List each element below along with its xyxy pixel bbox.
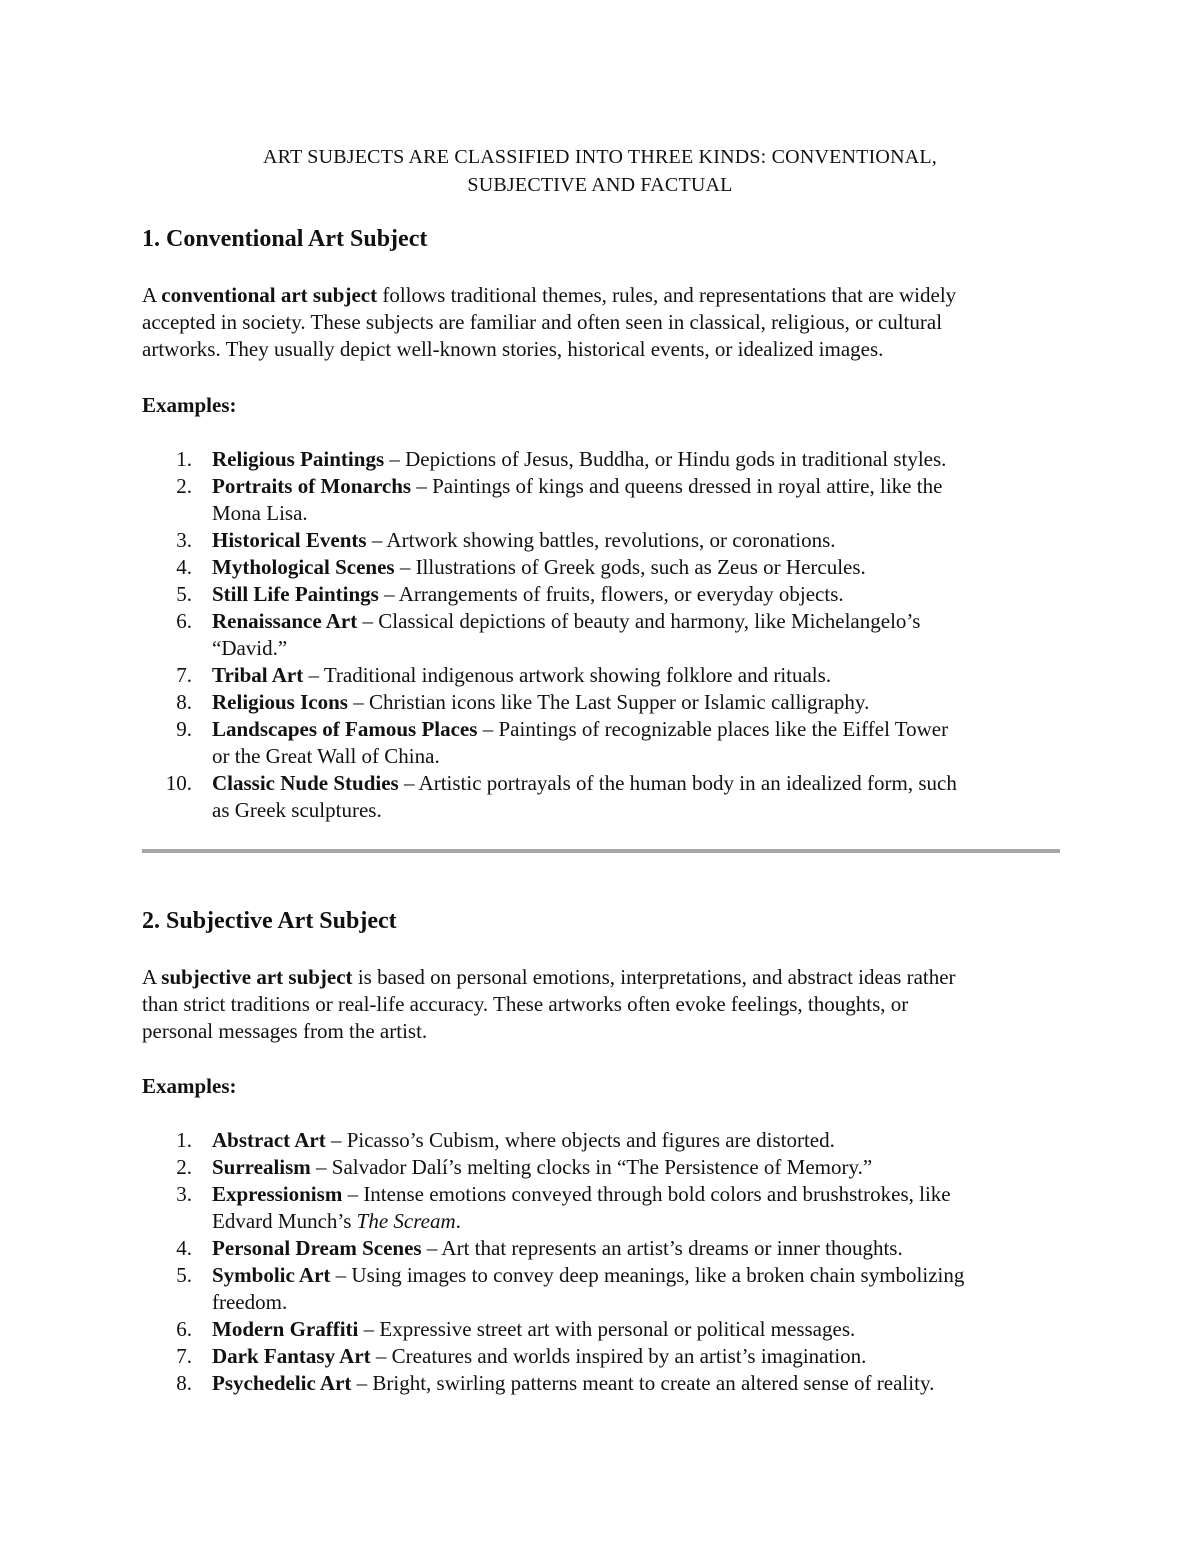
section-2-examples-label: Examples: bbox=[142, 1074, 237, 1098]
list-item-term: Personal Dream Scenes bbox=[212, 1236, 422, 1260]
list-item-line-2 bbox=[212, 797, 1062, 824]
list-item-continuation: or the Great Wall of China. bbox=[212, 744, 440, 768]
list-item-description: – Art that represents an artist’s dreams or inner thoughts. bbox=[421, 1236, 903, 1260]
list-item-line-1 bbox=[212, 1181, 1062, 1208]
list-item-line-2 bbox=[212, 1208, 1062, 1235]
list-item-line-1 bbox=[212, 581, 1062, 608]
list-item-term: Psychedelic Art bbox=[212, 1371, 352, 1395]
list-item-number: 3. bbox=[176, 528, 192, 552]
list-item-line-1 bbox=[212, 473, 1062, 500]
title-line-1: ART SUBJECTS ARE CLASSIFIED INTO THREE KINDS: CONVENTIONAL, bbox=[263, 146, 937, 168]
list-item bbox=[0, 581, 1062, 608]
list-item-description: – Arrangements of fruits, flowers, or everyday objects. bbox=[378, 582, 844, 606]
list-item bbox=[0, 1127, 1062, 1154]
list-item-description: – Depictions of Jesus, Buddha, or Hindu gods in traditional styles. bbox=[384, 447, 947, 471]
list-item-number: 5. bbox=[176, 1263, 192, 1287]
title-line-2: SUBJECTIVE AND FACTUAL bbox=[467, 174, 733, 196]
list-item-line-1 bbox=[212, 1316, 1062, 1343]
list-item-number: 8. bbox=[176, 690, 192, 714]
list-item bbox=[0, 1343, 1062, 1370]
list-item-term: Religious Paintings bbox=[212, 447, 385, 471]
list-item-line-1 bbox=[212, 689, 1062, 716]
list-item-line-1 bbox=[212, 1235, 1062, 1262]
intro-line-1-rest: follows traditional themes, rules, and representations that are widely bbox=[377, 283, 957, 307]
intro-bold-term: conventional art subject bbox=[161, 283, 378, 307]
list-item bbox=[0, 1181, 1062, 1235]
list-item-continuation-end: . bbox=[455, 1209, 461, 1233]
section-1-examples-list bbox=[0, 446, 1200, 824]
intro-prefix: A bbox=[142, 283, 162, 307]
section-1-intro-line-3: artworks. They usually depict well-known stories, historical events, or idealized images. bbox=[142, 337, 884, 361]
section-1-intro-line-1 bbox=[142, 282, 1062, 309]
list-item-description: – Picasso’s Cubism, where objects and figures are distorted. bbox=[325, 1128, 835, 1152]
list-item-number: 2. bbox=[176, 1155, 192, 1179]
list-item-line-1 bbox=[212, 527, 1062, 554]
list-item-term: Expressionism bbox=[212, 1182, 343, 1206]
list-item-continuation: as Greek sculptures. bbox=[212, 798, 382, 822]
intro-prefix: A bbox=[142, 965, 162, 989]
list-item-description: – Artistic portrayals of the human body in an idealized form, such bbox=[398, 771, 957, 795]
section-2-heading: 2. Subjective Art Subject bbox=[142, 908, 397, 934]
list-item-continuation: freedom. bbox=[212, 1290, 288, 1314]
list-item-number: 1. bbox=[176, 447, 192, 471]
list-item bbox=[0, 527, 1062, 554]
list-item-line-2 bbox=[212, 743, 1062, 770]
list-item-line-1 bbox=[212, 1127, 1062, 1154]
list-item-number: 6. bbox=[176, 1317, 192, 1341]
section-2-intro-line-3: personal messages from the artist. bbox=[142, 1019, 428, 1043]
list-item-description: – Paintings of kings and queens dressed in royal attire, like the bbox=[411, 474, 943, 498]
list-item-line-2 bbox=[212, 500, 1062, 527]
section-2-intro bbox=[142, 964, 1062, 1045]
list-item-description: – Paintings of recognizable places like the Eiffel Tower bbox=[477, 717, 949, 741]
list-item-line-1 bbox=[212, 662, 1062, 689]
list-item-description: – Creatures and worlds inspired by an artist’s imagination. bbox=[370, 1344, 867, 1368]
list-item-continuation: “David.” bbox=[212, 636, 288, 660]
list-item bbox=[0, 1370, 1062, 1397]
list-item-term: Still Life Paintings bbox=[212, 582, 379, 606]
list-item-number: 6. bbox=[176, 609, 192, 633]
list-item-description: – Expressive street art with personal or political messages. bbox=[358, 1317, 856, 1341]
section-1-intro bbox=[142, 282, 1062, 363]
list-item-number: 4. bbox=[176, 555, 192, 579]
list-item-term: Renaissance Art bbox=[212, 609, 358, 633]
list-item-description: – Intense emotions conveyed through bold colors and brushstrokes, like bbox=[342, 1182, 951, 1206]
list-item-description: – Traditional indigenous artwork showing folklore and rituals. bbox=[303, 663, 832, 687]
intro-bold-term: subjective art subject bbox=[161, 965, 353, 989]
list-item-number: 10. bbox=[165, 771, 192, 795]
list-item-line-1 bbox=[212, 1262, 1062, 1289]
list-item-term: Landscapes of Famous Places bbox=[212, 717, 478, 741]
list-item-term: Dark Fantasy Art bbox=[212, 1344, 371, 1368]
list-item-description: – Salvador Dalí’s melting clocks in “The Persistence of Memory.” bbox=[310, 1155, 873, 1179]
list-item-line-1 bbox=[212, 1370, 1062, 1397]
list-item-line-1 bbox=[212, 608, 1062, 635]
list-item bbox=[0, 662, 1062, 689]
list-item-line-1 bbox=[212, 1154, 1062, 1181]
list-item-continuation: Mona Lisa. bbox=[212, 501, 308, 525]
list-item-number: 7. bbox=[176, 663, 192, 687]
list-item-description: – Bright, swirling patterns meant to create an altered sense of reality. bbox=[351, 1371, 935, 1395]
list-item-description: – Classical depictions of beauty and harmony, like Michelangelo’s bbox=[357, 609, 921, 633]
list-item-number: 2. bbox=[176, 474, 192, 498]
list-item-line-1 bbox=[212, 1343, 1062, 1370]
document-title bbox=[100, 143, 1100, 199]
list-item-term: Symbolic Art bbox=[212, 1263, 331, 1287]
list-item bbox=[0, 1316, 1062, 1343]
list-item bbox=[0, 608, 1062, 662]
section-1-intro-line-2: accepted in society. These subjects are familiar and often seen in classical, religious, or cultural bbox=[142, 310, 943, 334]
list-item bbox=[0, 1262, 1062, 1316]
intro-line-1-rest: is based on personal emotions, interpretations, and abstract ideas rather bbox=[352, 965, 956, 989]
section-2-intro-line-1 bbox=[142, 964, 1062, 991]
list-item-line-2 bbox=[212, 635, 1062, 662]
list-item bbox=[0, 1154, 1062, 1181]
list-item-term: Mythological Scenes bbox=[212, 555, 395, 579]
list-item-line-1 bbox=[212, 716, 1062, 743]
list-item-number: 7. bbox=[176, 1344, 192, 1368]
section-divider bbox=[142, 849, 1060, 853]
section-1-heading: 1. Conventional Art Subject bbox=[142, 226, 428, 252]
list-item-number: 8. bbox=[176, 1371, 192, 1395]
list-item bbox=[0, 473, 1062, 527]
list-item-description: – Illustrations of Greek gods, such as Zeus or Hercules. bbox=[394, 555, 866, 579]
section-2-intro-line-2: than strict traditions or real-life accuracy. These artworks often evoke feelings, thoughts, or bbox=[142, 992, 909, 1016]
list-item-line-2 bbox=[212, 1289, 1062, 1316]
list-item-continuation: Edvard Munch’s bbox=[212, 1209, 357, 1233]
list-item-term: Tribal Art bbox=[212, 663, 304, 687]
list-item-term: Modern Graffiti bbox=[212, 1317, 359, 1341]
list-item-description: – Using images to convey deep meanings, like a broken chain symbolizing bbox=[330, 1263, 965, 1287]
list-item-number: 9. bbox=[176, 717, 192, 741]
list-item bbox=[0, 770, 1062, 824]
list-item-term: Historical Events bbox=[212, 528, 367, 552]
list-item-line-1 bbox=[212, 554, 1062, 581]
list-item bbox=[0, 446, 1062, 473]
list-item-number: 3. bbox=[176, 1182, 192, 1206]
section-2-examples-list bbox=[0, 1127, 1200, 1397]
list-item-term: Abstract Art bbox=[212, 1128, 326, 1152]
list-item-description: – Artwork showing battles, revolutions, or coronations. bbox=[366, 528, 836, 552]
list-item-line-1 bbox=[212, 446, 1062, 473]
list-item-number: 5. bbox=[176, 582, 192, 606]
list-item-line-1 bbox=[212, 770, 1062, 797]
list-item-description: – Christian icons like The Last Supper or Islamic calligraphy. bbox=[347, 690, 870, 714]
list-item bbox=[0, 716, 1062, 770]
list-item-term: Portraits of Monarchs bbox=[212, 474, 412, 498]
list-item bbox=[0, 1235, 1062, 1262]
list-item-term: Surrealism bbox=[212, 1155, 311, 1179]
list-item bbox=[0, 554, 1062, 581]
list-item-number: 1. bbox=[176, 1128, 192, 1152]
list-item-term: Classic Nude Studies bbox=[212, 771, 399, 795]
list-item-term: Religious Icons bbox=[212, 690, 348, 714]
list-item bbox=[0, 689, 1062, 716]
section-1-examples-label: Examples: bbox=[142, 393, 237, 417]
list-item-number: 4. bbox=[176, 1236, 192, 1260]
list-item-italic-title: The Scream bbox=[356, 1209, 456, 1233]
